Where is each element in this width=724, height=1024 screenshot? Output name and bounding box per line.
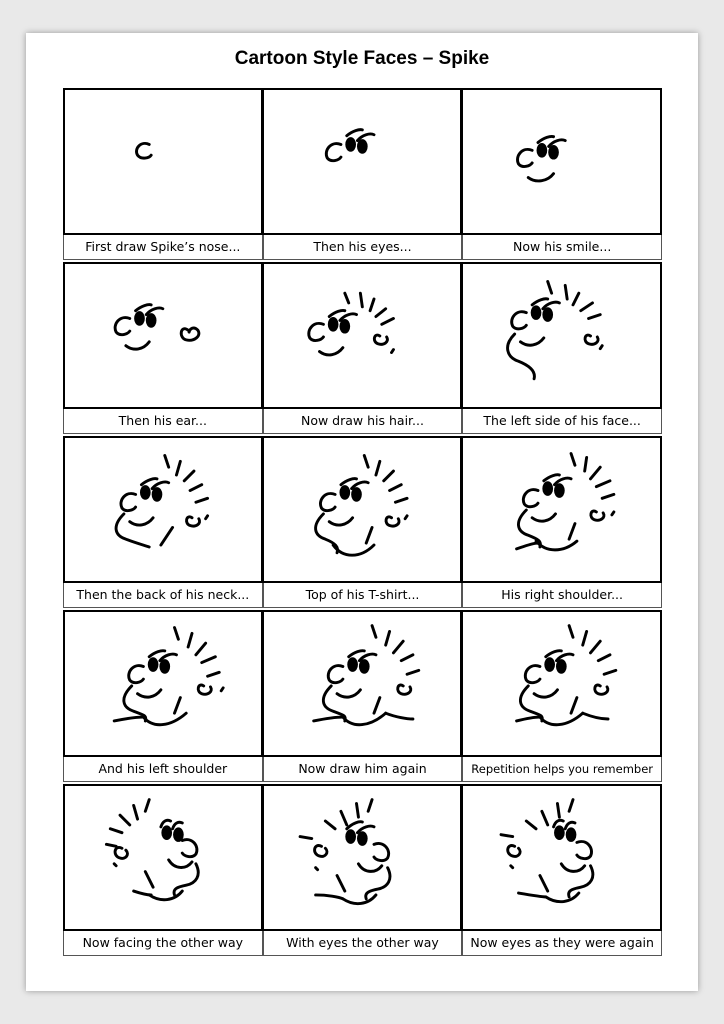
full-face-drawing xyxy=(65,612,261,755)
steps-row xyxy=(63,262,662,436)
nose-drawing xyxy=(65,90,261,233)
nose-eyes-drawing xyxy=(264,90,461,233)
step-caption: Now eyes as they were again xyxy=(462,931,662,956)
steps-row xyxy=(63,88,662,262)
drawing-panel xyxy=(263,88,463,235)
step-cell xyxy=(462,610,662,784)
drawing-panel xyxy=(263,262,463,409)
drawing-panel xyxy=(63,88,263,235)
steps-grid xyxy=(63,88,662,958)
step-cell xyxy=(263,262,463,436)
steps-row xyxy=(63,784,662,958)
step-cell xyxy=(63,610,263,784)
steps-row xyxy=(63,436,662,610)
face-left-side-drawing xyxy=(463,264,660,407)
step-cell xyxy=(63,784,263,958)
face-tshirt-drawing xyxy=(264,438,461,581)
step-caption: Now draw his hair... xyxy=(263,409,463,434)
step-caption: His right shoulder... xyxy=(462,583,662,608)
drawing-panel xyxy=(263,610,463,757)
step-caption: Repetition helps you remember xyxy=(462,757,662,782)
drawing-panel xyxy=(63,784,263,931)
step-cell xyxy=(263,436,463,610)
step-cell xyxy=(63,262,263,436)
step-caption: Then the back of his neck... xyxy=(63,583,263,608)
face-eyes-other-way-drawing xyxy=(264,786,461,929)
step-caption: First draw Spike’s nose... xyxy=(63,235,263,260)
face-eyes-original-drawing xyxy=(463,786,660,929)
drawing-panel xyxy=(63,436,263,583)
nose-eyes-smile-drawing xyxy=(463,90,660,233)
drawing-panel xyxy=(263,436,463,583)
step-cell xyxy=(462,262,662,436)
drawing-panel xyxy=(462,262,662,409)
step-caption: Now facing the other way xyxy=(63,931,263,956)
step-cell xyxy=(263,610,463,784)
step-cell xyxy=(63,436,263,610)
step-caption: Then his ear... xyxy=(63,409,263,434)
step-caption: Top of his T-shirt... xyxy=(263,583,463,608)
drawing-panel xyxy=(63,262,263,409)
drawing-panel xyxy=(462,610,662,757)
step-caption: And his left shoulder xyxy=(63,757,263,782)
drawing-panel xyxy=(462,436,662,583)
face-right-shoulder-drawing xyxy=(463,438,660,581)
drawing-panel xyxy=(462,784,662,931)
page-title: Cartoon Style Faces – Spike xyxy=(234,48,490,69)
worksheet-page xyxy=(26,33,698,991)
step-cell xyxy=(63,88,263,262)
drawing-panel xyxy=(462,88,662,235)
face-facing-left-drawing xyxy=(65,786,261,929)
face-ear-drawing xyxy=(65,264,261,407)
step-cell xyxy=(263,88,463,262)
step-caption: Then his eyes... xyxy=(263,235,463,260)
step-cell xyxy=(462,88,662,262)
step-cell xyxy=(263,784,463,958)
full-face-repeat-drawing xyxy=(463,612,660,755)
drawing-panel xyxy=(63,610,263,757)
face-neck-drawing xyxy=(65,438,261,581)
step-cell xyxy=(462,436,662,610)
step-caption: The left side of his face... xyxy=(462,409,662,434)
step-caption: Now his smile... xyxy=(462,235,662,260)
step-caption: With eyes the other way xyxy=(263,931,463,956)
full-face-again-drawing xyxy=(264,612,461,755)
steps-row xyxy=(63,610,662,784)
step-caption: Now draw him again xyxy=(263,757,463,782)
face-hair-drawing xyxy=(264,264,461,407)
step-cell xyxy=(462,784,662,958)
drawing-panel xyxy=(263,784,463,931)
